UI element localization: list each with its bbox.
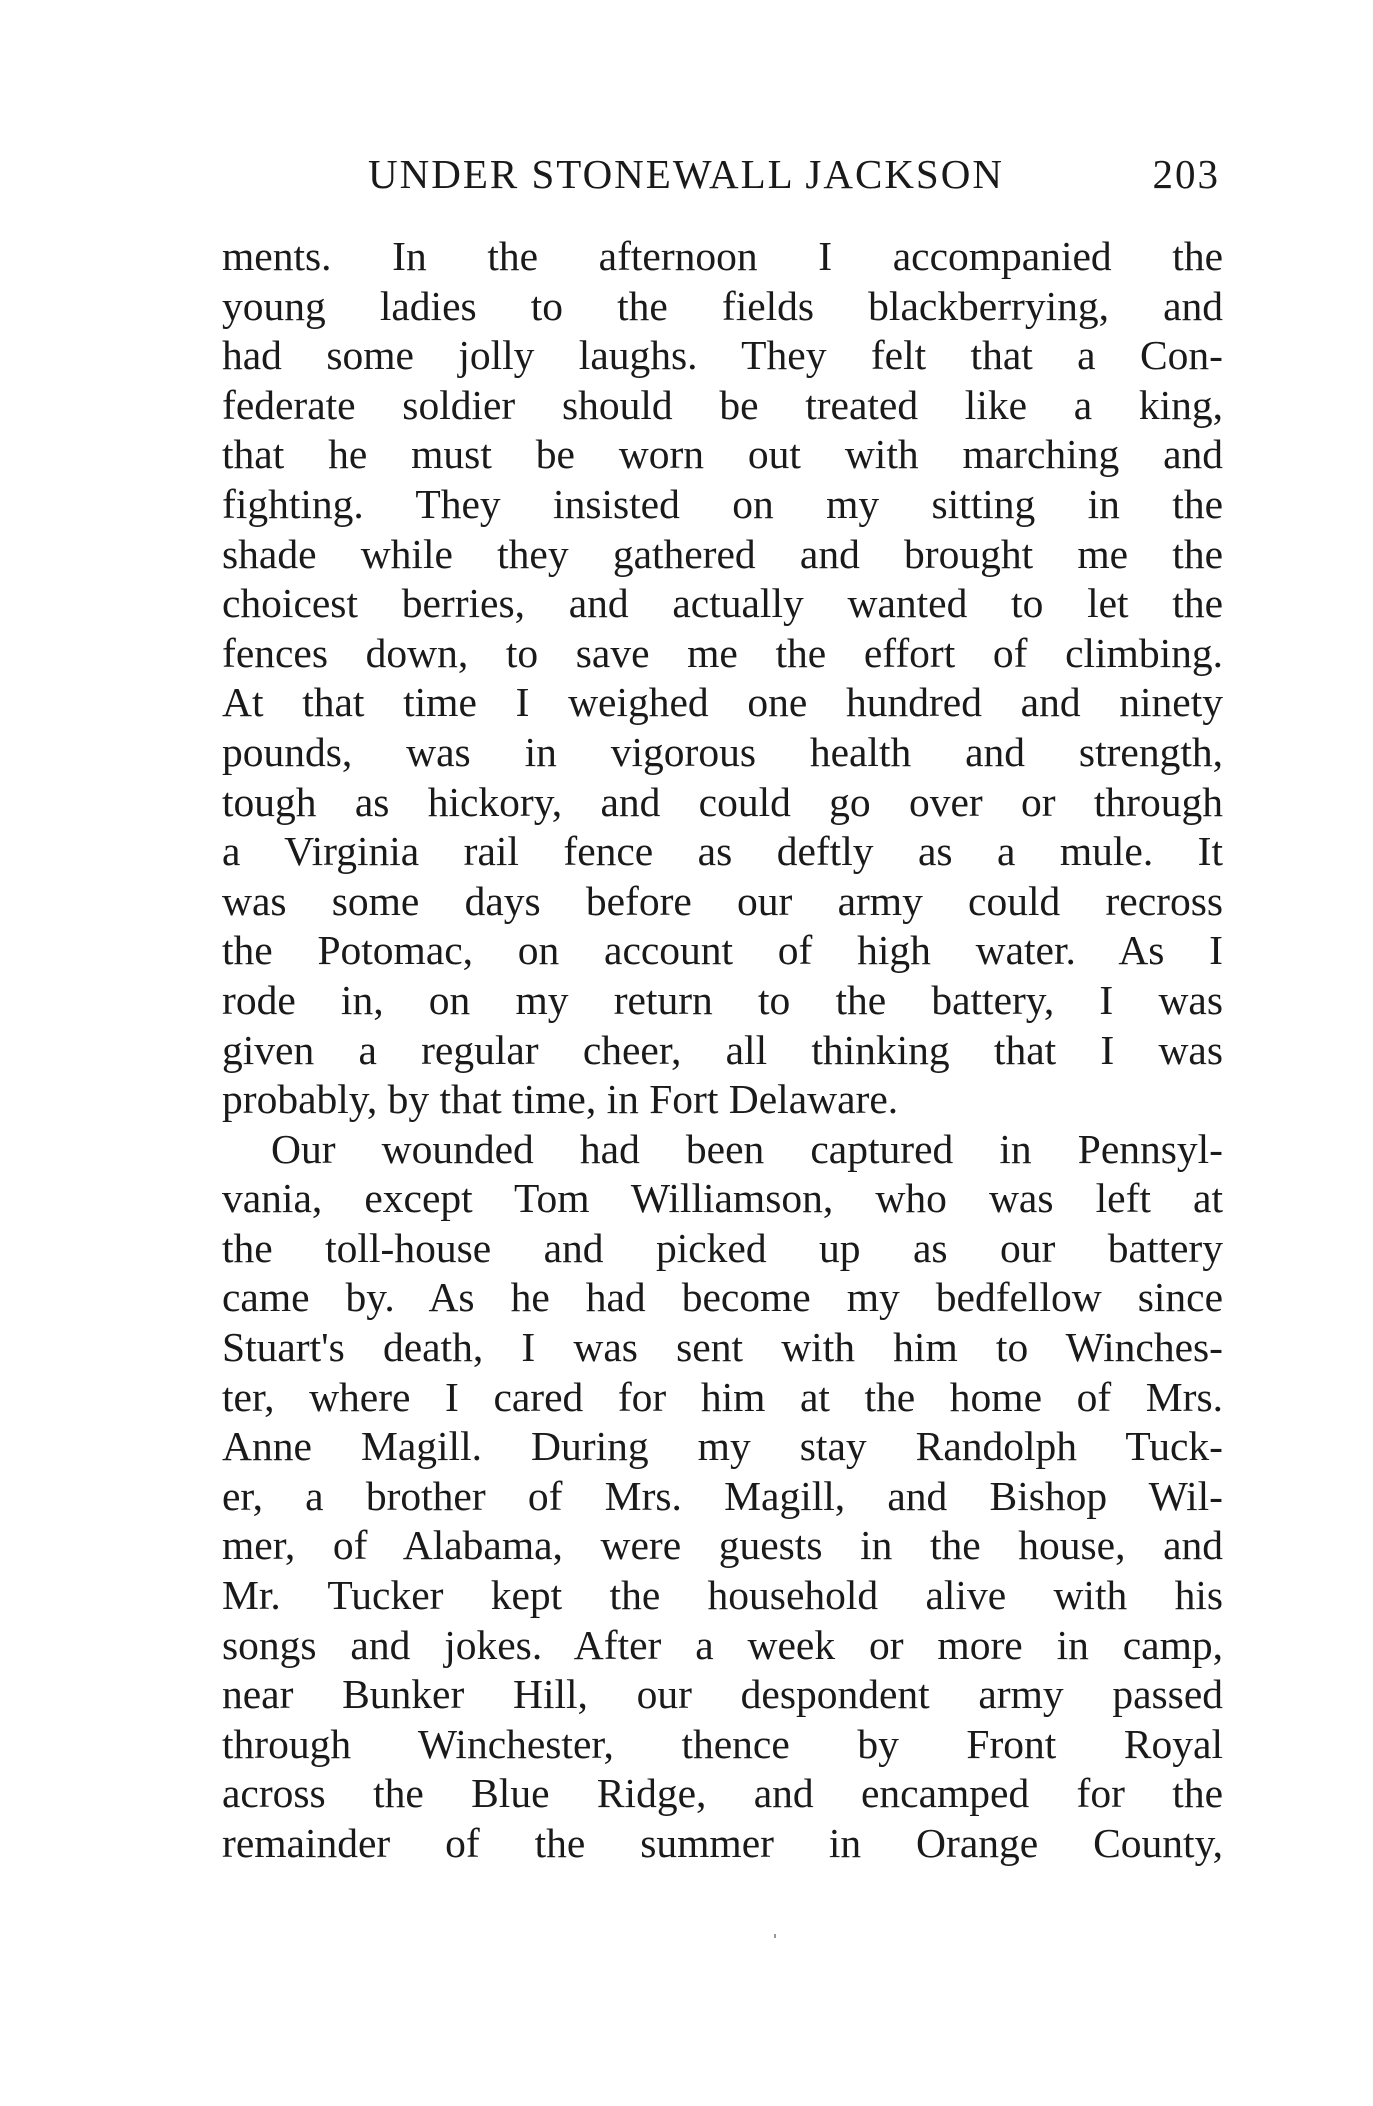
- text-line: pounds, was in vigorous health and strength,: [222, 728, 1223, 775]
- text-line: the Potomac, on account of high water. As I: [222, 927, 1223, 974]
- text-line: federate soldier should be treated like a king,: [222, 381, 1223, 428]
- page-number: 203: [1152, 151, 1220, 197]
- text-line: Stuart's death, I was sent with him to Winches-: [222, 1324, 1223, 1371]
- text-line: fighting. They insisted on my sitting in the: [222, 480, 1223, 527]
- text-line: Anne Magill. During my stay Randolph Tuck-: [222, 1423, 1223, 1470]
- text-line: er, a brother of Mrs. Magill, and Bishop Wil-: [222, 1472, 1223, 1519]
- text-line: had some jolly laughs. They felt that a Con-: [222, 332, 1223, 379]
- text-line: Mr. Tucker kept the household alive with his: [222, 1572, 1223, 1619]
- text-line: a Virginia rail fence as deftly as a mule. It: [222, 828, 1223, 875]
- text-line: was some days before our army could recross: [222, 877, 1223, 924]
- text-line: that he must be worn out with marching and: [222, 431, 1223, 478]
- text-line: ter, where I cared for him at the home of Mrs.: [222, 1373, 1223, 1420]
- text-line: songs and jokes. After a week or more in camp,: [222, 1621, 1223, 1668]
- text-line: the toll-house and picked up as our battery: [222, 1224, 1223, 1271]
- text-line: At that time I weighed one hundred and ninety: [222, 679, 1223, 726]
- text-line-paragraph-start: Our wounded had been captured in Pennsyl-: [271, 1125, 1223, 1172]
- text-line: across the Blue Ridge, and encamped for the: [222, 1770, 1223, 1817]
- text-line: through Winchester, thence by Front Royal: [222, 1720, 1223, 1767]
- text-line: mer, of Alabama, were guests in the house, and: [222, 1522, 1223, 1569]
- text-line: ments. In the afternoon I accompanied the: [222, 233, 1223, 279]
- text-line-paragraph-end: probably, by that time, in Fort Delaware.: [222, 1076, 899, 1123]
- text-line: tough as hickory, and could go over or through: [222, 778, 1223, 825]
- text-line: came by. As he had become my bedfellow since: [222, 1274, 1223, 1321]
- text-line: rode in, on my return to the battery, I was: [222, 976, 1223, 1023]
- body-text: [222, 232, 1223, 1869]
- text-line: young ladies to the fields blackberrying, and: [222, 282, 1223, 329]
- text-line: remainder of the summer in Orange County,: [222, 1820, 1223, 1866]
- text-line: near Bunker Hill, our despondent army passed: [222, 1671, 1223, 1718]
- text-line: fences down, to save me the effort of climbing.: [222, 629, 1223, 676]
- running-title: UNDER STONEWALL JACKSON: [368, 151, 1004, 197]
- text-line: given a regular cheer, all thinking that I was: [222, 1026, 1223, 1073]
- running-head: [340, 150, 1230, 210]
- text-line: vania, except Tom Williamson, who was left at: [222, 1175, 1223, 1222]
- text-line: choicest berries, and actually wanted to let the: [222, 580, 1223, 627]
- paper-speck: [774, 1934, 776, 1938]
- text-line: shade while they gathered and brought me the: [222, 530, 1223, 577]
